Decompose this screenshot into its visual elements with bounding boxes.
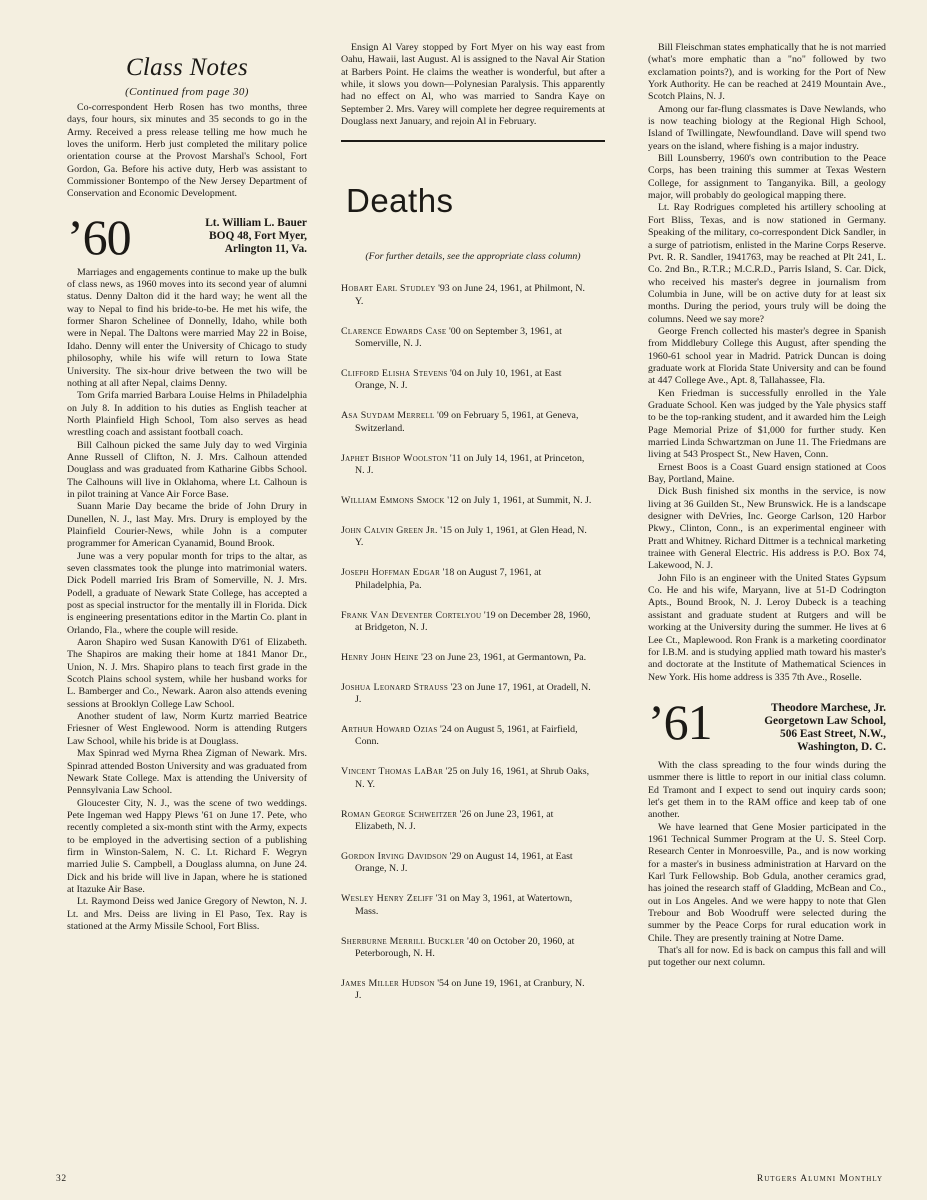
death-entry xyxy=(341,936,605,961)
death-name: Gordon Irving Davidson xyxy=(341,850,448,862)
death-name: Arthur Howard Ozias xyxy=(341,724,438,736)
death-entry xyxy=(341,809,605,834)
death-entry xyxy=(341,326,605,351)
col3-paragraph: Dick Bush finished six months in the service, is now living at 36 Guilden St., New Brunswick. He is a landscape designer with DeVries, Inc. George Carlson, 120 Harbor Pkwy., Clinton, Conn., is an experimental engineer with Pratt and Whitney. Richard Dittmer is a technical marketing trainee with General Electric. His address is P.O. Box 74, Lakewood, N. J. xyxy=(648,486,886,572)
death-details: '04 on July 10, 1961, at East Orange, N. J. xyxy=(355,368,562,392)
class-61-paragraph: That's all for now. Ed is back on campus this fall and will put together our next column. xyxy=(648,945,886,969)
class-60-paragraph: Gloucester City, N. J., was the scene of two weddings. Pete Ingeman wed Happy Plews '61 on June 17. Pete, who recently completed a six-month stint with the Army, expects to be employed in the advertising section of a publishing firm in Winston-Salem, N. C. Lt. Richard F. Wegryn married Julie S. Campbell, a Douglass alumna, on June 24. Dick and his bride will live in Japan, where he is stationed at Itazuke Air Base. xyxy=(67,797,307,895)
class-61-address-3: Washington, D. C. xyxy=(797,740,886,753)
death-details: '09 on February 5, 1961, at Geneva, Switzerland. xyxy=(355,410,579,434)
column-right xyxy=(648,42,886,970)
col3-paragraph: Lt. Ray Rodrigues completed his artillery schooling at Fort Bliss, Texas, and is now stationed in Germany. Speaking of the military, co-correspondent Dick Sandler, in a surge of patriotism, enlisted in the Marine Corps Reserve. Pvt. R. R. Sandler, 1941763, may be reached at Plt 241, L. Co. 2nd Bn., R.T.R.; M.C.R.D., Parris Island, S. Car. Dick, who received his master's degree in journalism from Columbia in June, will be on active duty for at least six months. During the period, yours truly will be doing the columns. Need we say more? xyxy=(648,202,886,325)
death-details: '23 on June 23, 1961, at Germantown, Pa. xyxy=(418,651,587,663)
death-entry xyxy=(341,978,605,1003)
class-60-paragraph: Tom Grifa married Barbara Louise Helms in Philadelphia on July 8. In addition to his duties as English teacher at North Plainfield High School, Tom also serves as head wrestling coach and assistant football coach. xyxy=(67,390,307,439)
class-60-address-1: BOQ 48, Fort Myer, xyxy=(209,229,307,242)
death-name: Frank Van Deventer Cortelyou xyxy=(341,609,482,621)
death-name: Joshua Leonard Strauss xyxy=(341,681,449,693)
col3-paragraph: George French collected his master's degree in Spanish from Middlebury College this August, after spending the 1960-61 school year in Madrid. Patrick Duncan is doing graduate work at Florida State University and can be found at 447 College Ave., Apt. 8, Tallahassee, Fla. xyxy=(648,325,886,387)
death-name: Japhet Bishop Woolston xyxy=(341,452,448,464)
death-name: John Calvin Green Jr. xyxy=(341,524,438,536)
class-60-header xyxy=(67,208,307,265)
deaths-note: (For further details, see the appropriate class column) xyxy=(365,251,581,263)
varey-paragraph: Ensign Al Varey stopped by Fort Myer on his way east from Oahu, Hawaii, last August. Al is assigned to the Naval Air Station at Barbers Point. He claims the weather is wonderful, but after a while, it slows you down—Polynesian Paralysis. This apparently had no effect on Al, who was married to Sandra Kaye on September 2. Mrs. Varey will complete her degree requirements at Douglass next January, and rejoin Al in February. xyxy=(341,42,605,128)
class-61-address-1: Georgetown Law School, xyxy=(764,714,886,727)
continued-note: (Continued from page 30) xyxy=(125,86,249,98)
class-60-paragraph: Marriages and engagements continue to make up the bulk of class news, as 1960 moves into its second year of alumni status. Denny Dalton did it the hard way; he went all the way to Nepal to find his bride-to-be. He met his wife, the former Sharon Schelinee of Donnelly, Idaho, while both were in Nepal. The Daltons were married May 22 in Boise, Idaho. Denny will enter the University of Chicago to study philosophy, while his wife will return to Iowa State University. The six-hour drive between the two will be nothing at all after Nepal, claims Denny. xyxy=(67,266,307,389)
death-name: Clarence Edwards Case xyxy=(341,325,447,337)
deaths-title: Deaths xyxy=(346,182,454,220)
death-entry xyxy=(341,766,605,791)
col3-paragraph: Bill Fleischman states emphatically that he is not married (what's more emphatic than a "no" followed by two exclamation points?), and is working for the Port of New York Authority. He can be reached at 2419 Mountain Ave., Scotch Plains, N. J. xyxy=(648,42,886,103)
death-name: Joseph Hoffman Edgar xyxy=(341,567,441,579)
column-left xyxy=(67,42,307,933)
death-details: '00 on September 3, 1961, at Somerville, N. J. xyxy=(355,325,562,350)
death-details: '31 on May 3, 1961, at Watertown, Mass. xyxy=(355,893,573,917)
intro-paragraph: Co-correspondent Herb Rosen has two months, three days, four hours, six minutes and 35 seconds to go in the Army. Received a press release telling me how much he loves the uniform. Herb just completed the military police orientation course at the Provost Marshal's School, Fort Gordon, Ga. Before his active duty, Herb was assistant to Commissioner Bontempo of the New Jersey Department of Conservation and Economic Development. xyxy=(67,102,307,200)
death-name: Vincent Thomas LaBar xyxy=(341,766,444,778)
death-details: '19 on December 28, 1960, at Bridgeton, N. J. xyxy=(355,609,591,633)
death-entry xyxy=(341,682,605,707)
death-entry xyxy=(341,453,605,478)
section-divider xyxy=(341,140,605,142)
death-entry xyxy=(341,410,605,435)
death-entry xyxy=(341,610,605,635)
col3-paragraph: John Filo is an engineer with the United States Gypsum Co. He and his wife, Maryann, live at 51-D Codrington Apts., Bound Brook, N. J. Leroy Dubeck is a teaching assistant and graduate student at Rutgers and will be working at the University during the summer. He lives at 6 Lee Ct., Maplewood. Ron Frank is a marketing coordinator for I.B.M. and is studying applied math toward his master's and doctorate at the Institute of Mathematical Sciences in New York. His home address is 335 7th Ave., Roselle. xyxy=(648,572,886,683)
death-entry xyxy=(341,893,605,918)
death-name: Wesley Henry Zeliff xyxy=(341,893,434,905)
death-name: Sherburne Merrill Buckler xyxy=(341,935,465,947)
col3-paragraph: Ken Friedman is successfully enrolled in the Yale Graduate School. Ken was judged by the Yale physics staff to be the top-ranking student, and it awarded him the Leigh Page Memorial Prize of $1,000 for further study. Ken married Linda Schwartzman on June 11. The Friedmans are living at 543 Prospect St., New Haven, Conn. xyxy=(648,387,886,461)
death-details: '40 on October 20, 1960, at Peterborough, N. H. xyxy=(355,935,575,959)
death-details: '24 on August 5, 1961, at Fairfield, Conn. xyxy=(355,724,578,748)
class-61-header xyxy=(648,693,886,754)
death-entry xyxy=(341,567,605,592)
death-name: Roman George Schweitzer xyxy=(341,808,458,820)
class-60-paragraph: Lt. Raymond Deiss wed Janice Gregory of Newton, N. J. Lt. and Mrs. Deiss are living in El Paso, Tex. Ray is stationed at the Army Missile School, Fort Bliss. xyxy=(67,896,307,932)
class-60-paragraph: Another student of law, Norm Kurtz married Beatrice Friesner of West Englewood. Norm is attending Rutgers Law School, while his bride is at Douglass. xyxy=(67,711,307,747)
death-name: Henry John Heine xyxy=(341,651,419,663)
class-61-correspondent-block xyxy=(720,698,886,754)
death-name: Asa Suydam Merrell xyxy=(341,410,435,422)
class-61-year: ’61 xyxy=(648,693,712,750)
class-61-address-2: 506 East Street, N.W., xyxy=(780,727,886,740)
class-60-paragraph: Suann Marie Day became the bride of John Drury in Dunellen, N. J., last May. Mrs. Drury is employed by the Plainfield Courier-News, while John is a computer programmer for American Cyanamid, Bound Brook. xyxy=(67,501,307,550)
death-entry xyxy=(341,724,605,749)
death-entry xyxy=(341,851,605,876)
page-number: 32 xyxy=(56,1174,67,1184)
death-details: '93 on June 24, 1961, at Philmont, N. Y. xyxy=(355,283,585,307)
death-details: '11 on July 14, 1961, at Princeton, N. J. xyxy=(355,452,585,477)
col3-paragraph: Among our far-flung classmates is Dave Newlands, who is now teaching biology at the Regional High School, Island of Twillingate, Newfoundland. Dave will spend two years on the island, where fishing is a major industry. xyxy=(648,103,886,152)
class-60-year: ’60 xyxy=(67,208,131,265)
class-60-paragraph: Bill Calhoun picked the same July day to wed Virginia Anne Russell of Clifton, N. J. Mrs. Calhoun attended Douglass and was graduated from Katharine Gibbs School. The Calhouns will live in Oklahoma, where Lt. Calhoun is in pilot training at Vance Air Force Base. xyxy=(67,439,307,500)
class-60-paragraph: Max Spinrad wed Myrna Rhea Zigman of Newark. Mrs. Spinrad attended Boston University and was graduated from Newark State College. Max is attending the University of Pennsylvania Law School. xyxy=(67,748,307,797)
death-details: '29 on August 14, 1961, at East Orange, N. J. xyxy=(355,850,573,875)
death-details: '23 on June 17, 1961, at Oradell, N. J. xyxy=(355,681,591,706)
magazine-name: Rutgers Alumni Monthly xyxy=(756,1174,883,1184)
death-entry xyxy=(341,283,605,308)
class-60-paragraph: Aaron Shapiro wed Susan Kanowith D'61 of Elizabeth. The Shapiros are making their home at 1841 Manor Dr., Union, N. J. Mrs. Shapiro plans to teach first grade in the Scotch Plains school system, while her husband works for L. Bamberger and Co., Newark. Aaron also attends evening sessions at Brooklyn College Law School. xyxy=(67,637,307,710)
death-details: '54 on June 19, 1961, at Cranbury, N. J. xyxy=(355,977,585,1002)
death-details: '18 on August 7, 1961, at Philadelphia, Pa. xyxy=(355,567,542,591)
class-60-address-2: Arlington 11, Va. xyxy=(224,242,307,255)
death-name: William Emmons Smock xyxy=(341,494,445,506)
class-60-correspondent: Lt. William L. Bauer xyxy=(205,216,307,229)
class-61-paragraph: With the class spreading to the four winds during the usmmer there is little to report in our initial class column. Ed Tramont and I expect to send out inquiry cards soon; let's get them in to the RAM office and keep tab of one another. xyxy=(648,759,886,821)
deaths-list xyxy=(341,283,605,1002)
death-entry xyxy=(341,368,605,393)
death-name: Hobart Earl Studley xyxy=(341,283,436,295)
death-details: '25 on July 16, 1961, at Shrub Oaks, N. Y. xyxy=(355,766,590,790)
class-notes-title: Class Notes xyxy=(125,54,249,81)
death-entry xyxy=(341,495,605,507)
class-61-paragraph: We have learned that Gene Mosier participated in the 1961 Technical Summer Program at the U. S. Steel Corp. Research Center in Monroesville, Pa., and is now working for a master's in business administration at Harvard on the Karl Turk Fellowship. Bob Gdula, another ceramics grad, has joined the research staff of Gladding, McBean and Co., out in Los Angeles. And we were happy to note that Glen Trebour and Bob Woodruff were selected during the summer by the Peace Corps for rural education work in Chile. They are presently training at Notre Dame. xyxy=(648,821,886,944)
class-60-correspondent-block xyxy=(139,213,307,256)
death-details: '12 on July 1, 1961, at Summit, N. J. xyxy=(444,494,592,506)
death-name: James Miller Hudson xyxy=(341,977,435,989)
col3-paragraph: Ernest Boos is a Coast Guard ensign stationed at Coos Bay, Portland, Maine. xyxy=(648,461,886,486)
death-entry xyxy=(341,525,605,550)
column-middle xyxy=(341,42,605,1020)
death-entry xyxy=(341,652,605,664)
death-details: '15 on July 1, 1961, at Glen Head, N. Y. xyxy=(355,524,587,549)
death-details: '26 on June 23, 1961, at Elizabeth, N. J. xyxy=(355,808,554,833)
class-61-correspondent: Theodore Marchese, Jr. xyxy=(771,701,886,714)
class-60-paragraph: June was a very popular month for trips to the altar, as seven classmates took the plunge into matrimonial waters. Dick Podell married Iris Bram of Somerville, N. J. Mrs. Podell, a graduate of Newark State College, has accepted a post as special instructor for the mentally ill in Florida. Dick is engineering presentations editor in the Martin Co. plant in Orlando, Fla., where the couple will reside. xyxy=(67,550,307,636)
death-name: Clifford Elisha Stevens xyxy=(341,368,448,380)
col3-paragraph: Bill Lounsberry, 1960's own contribution to the Peace Corps, has been training this summer at Texas Western College, for assignment to Tanganyika. Bill, a geology major, will probably do geological mapping there. xyxy=(648,153,886,202)
